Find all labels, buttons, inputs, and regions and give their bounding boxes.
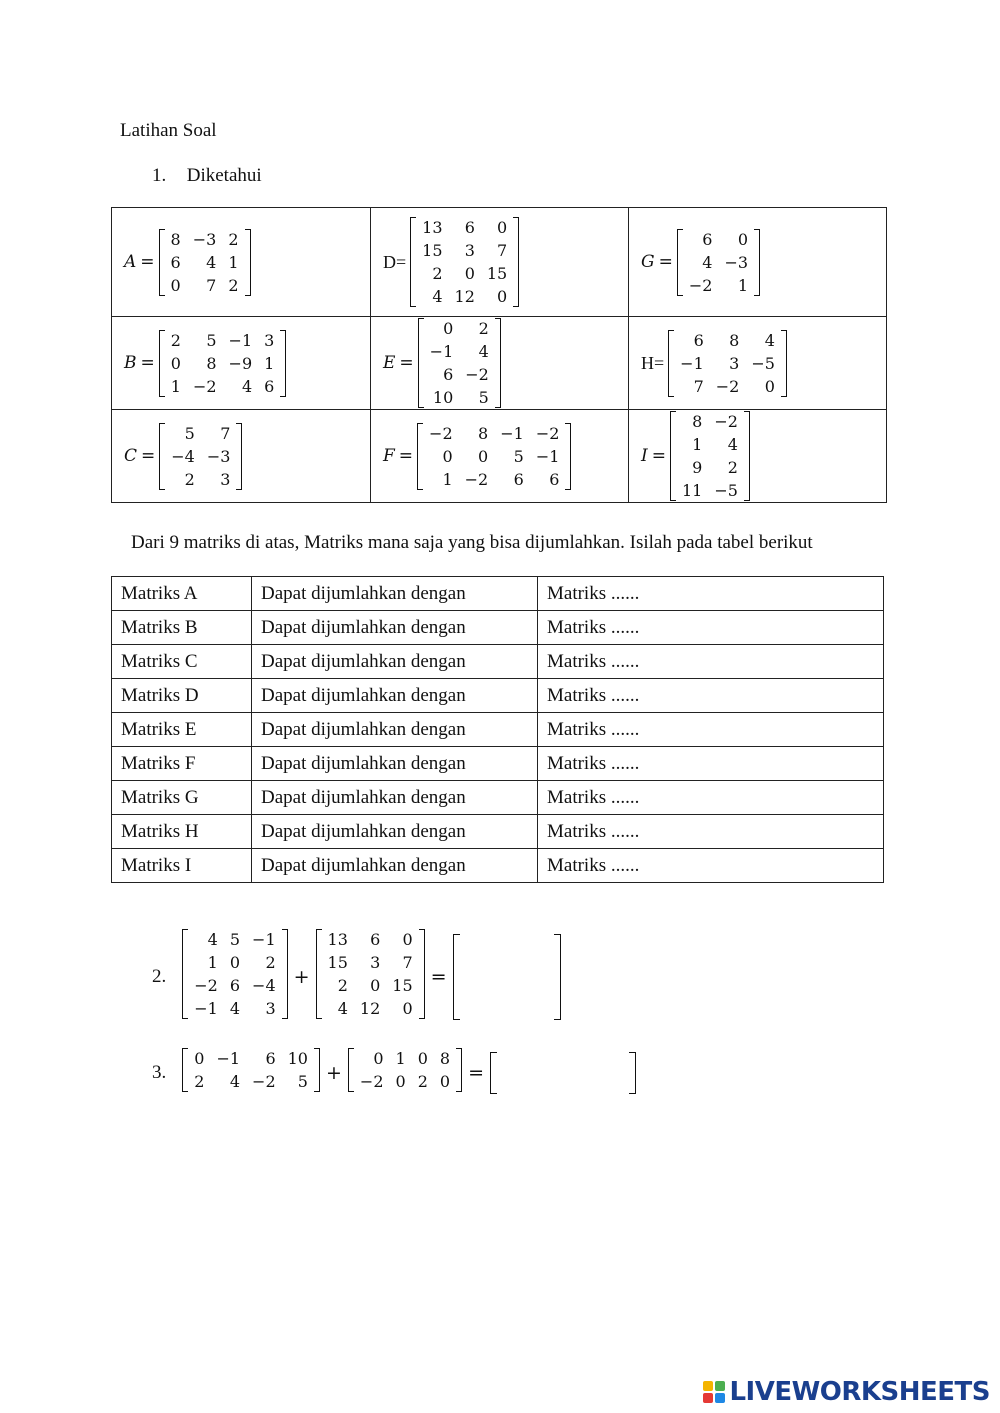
matrix-entry: 4	[478, 342, 489, 361]
answer-field[interactable]: Matriks ......	[538, 577, 884, 611]
relation-text: Dapat dijumlahkan dengan	[252, 781, 538, 815]
matrix-entry: −9	[228, 353, 253, 373]
matrix-entry: 8	[478, 423, 489, 443]
question-1	[152, 165, 262, 187]
matrix-entry: −1	[500, 423, 524, 443]
matrix-entry: 5	[478, 388, 489, 407]
matrix-entry: 15	[327, 953, 348, 972]
matrix-entry: −4	[171, 446, 195, 466]
matrix-entry: 6	[513, 469, 524, 489]
given-cell	[629, 410, 887, 503]
matrix-entry: 13	[422, 218, 443, 237]
plus-sign: +	[293, 965, 310, 988]
matrix-entry: −5	[714, 481, 738, 500]
given-cell	[112, 208, 371, 317]
given-matrices-table	[111, 207, 887, 503]
matrix-entry: 4	[337, 999, 348, 1018]
matrix	[410, 216, 519, 308]
matrix-entry: −4	[252, 976, 276, 995]
matrix	[316, 928, 425, 1020]
matrix-entry: 2	[417, 1072, 428, 1091]
matrix-entry: 15	[392, 976, 413, 995]
answer-matrix-blank[interactable]	[490, 1052, 636, 1094]
matrix-entry: 2	[170, 330, 181, 350]
matrix-entry: −2	[359, 1072, 384, 1091]
matrix-entry: 0	[478, 446, 489, 466]
matrix-entry: 1	[228, 252, 239, 272]
matrix	[182, 928, 287, 1020]
matrix-entry: 2	[228, 275, 239, 295]
table-row	[112, 713, 884, 747]
matrix-entry: 6	[549, 469, 560, 489]
matrix	[670, 410, 750, 502]
matrix-entry: 0	[417, 1049, 428, 1068]
table-row	[112, 679, 884, 713]
matrix-entry: 5	[206, 330, 217, 350]
matrix-entry: 2	[337, 976, 348, 995]
answer-field[interactable]: Matriks ......	[538, 679, 884, 713]
problem-3	[152, 1047, 636, 1098]
given-cell	[371, 410, 629, 503]
matrix-entry: −2	[688, 275, 713, 295]
matrix-entry: 0	[373, 1049, 384, 1068]
matrix-entry: −1	[194, 999, 218, 1018]
matrix-label: Matriks D	[112, 679, 252, 713]
matrix-entry: 15	[422, 241, 443, 260]
table-row	[112, 577, 884, 611]
matrix-entry: 6	[265, 1049, 276, 1068]
matrix-entry: 1	[737, 275, 749, 295]
matrix-name: B	[124, 353, 137, 373]
matrix-entry: −2	[714, 412, 738, 431]
matrix-label: Matriks E	[112, 713, 252, 747]
matrix-label: Matriks G	[112, 781, 252, 815]
matrix	[418, 317, 501, 409]
relation-text: Dapat dijumlahkan dengan	[252, 577, 538, 611]
table-row	[112, 645, 884, 679]
given-cell	[112, 317, 371, 410]
matrix	[668, 329, 787, 398]
given-cell	[371, 208, 629, 317]
matrix-entry: 4	[702, 252, 713, 272]
matrix-entry: 11	[681, 481, 703, 500]
answer-field[interactable]: Matriks ......	[538, 747, 884, 781]
matrix-entry: 3	[464, 241, 475, 260]
matrix-entry: 8	[439, 1049, 451, 1068]
matrix-entry: 0	[497, 218, 508, 237]
equals-sign: =	[468, 1061, 484, 1084]
matrix-entry: 2	[228, 229, 239, 249]
matrix-entry: 3	[264, 330, 275, 350]
matrix-entry: 7	[402, 953, 413, 972]
matrix-entry: 8	[170, 229, 181, 249]
matrix-entry: 0	[194, 1049, 205, 1068]
matrix-entry: 6	[170, 252, 181, 272]
equals-sign: =	[399, 353, 414, 373]
matrix-entry: −2	[715, 376, 740, 396]
matrix-entry: 6	[370, 930, 381, 949]
matrix-entry: 2	[194, 1072, 205, 1091]
matrix-entry: 10	[287, 1049, 308, 1068]
matrix-entry: 9	[692, 458, 703, 477]
matrix-entry: −2	[535, 423, 560, 443]
matrix-entry: −1	[535, 446, 560, 466]
matrix-entry: 5	[513, 446, 524, 466]
matrix-entry: 0	[229, 953, 241, 972]
question-number: 1.	[152, 165, 167, 186]
matrix-entry: −1	[680, 353, 704, 373]
matrix-entry: −2	[429, 423, 453, 443]
matrix-entry: 0	[170, 353, 181, 373]
matrix-entry: 4	[206, 252, 217, 272]
relation-text: Dapat dijumlahkan dengan	[252, 747, 538, 781]
matrix-label: Matriks C	[112, 645, 252, 679]
matrix-entry: 7	[497, 241, 508, 260]
matrix-entry: 4	[207, 930, 218, 949]
matrix-entry: 3	[265, 999, 276, 1018]
answer-field[interactable]: Matriks ......	[538, 713, 884, 747]
matrix-entry: −2	[192, 376, 217, 396]
logo-mark-icon	[703, 1381, 725, 1403]
matrix-name: I	[641, 446, 648, 466]
matrix-entry: 0	[442, 446, 453, 466]
matrix-entry: 15	[486, 264, 508, 283]
matrix-label: Matriks A	[112, 577, 252, 611]
matrix-entry: 1	[395, 1049, 406, 1068]
matrix-entry: −3	[724, 252, 749, 272]
equals-sign: =	[140, 353, 155, 373]
matrix-entry: 2	[478, 319, 489, 338]
equals-sign: =	[658, 252, 673, 272]
matrix-entry: 4	[241, 376, 253, 396]
matrix-entry: −2	[252, 1072, 276, 1091]
matrix-entry: 0	[170, 275, 181, 295]
matrix-entry: 5	[229, 930, 241, 949]
equals-sign: =	[140, 252, 155, 272]
table-row	[112, 747, 884, 781]
answer-field[interactable]: Matriks ......	[538, 781, 884, 815]
answer-table	[111, 576, 884, 883]
matrix-entry: −3	[192, 229, 217, 249]
matrix-entry: 8	[729, 330, 740, 350]
matrix	[159, 228, 251, 297]
matrix-entry: 1	[692, 435, 703, 454]
table-row	[112, 815, 884, 849]
matrix	[348, 1047, 462, 1093]
equals-sign: =	[430, 965, 447, 988]
matrix-entry: 1	[264, 353, 275, 373]
matrix-entry: 7	[693, 376, 704, 396]
matrix-name: H=	[641, 352, 665, 373]
matrix-entry: −1	[228, 330, 253, 350]
matrix-name: G	[641, 252, 655, 272]
table-row	[112, 611, 884, 645]
answer-field[interactable]: Matriks ......	[538, 645, 884, 679]
matrix-entry: 10	[432, 388, 454, 407]
liveworksheets-logo	[703, 1377, 990, 1407]
given-cell	[629, 317, 887, 410]
matrix-entry: 13	[327, 930, 348, 949]
matrix-entry: 0	[497, 287, 508, 306]
matrix	[417, 422, 571, 491]
matrix-label: Matriks F	[112, 747, 252, 781]
matrix-entry: 0	[402, 999, 413, 1018]
relation-text: Dapat dijumlahkan dengan	[252, 645, 538, 679]
problem-number: 2.	[152, 965, 167, 987]
matrix-entry: 2	[265, 953, 276, 972]
matrix-entry: 1	[442, 469, 453, 489]
relation-text: Dapat dijumlahkan dengan	[252, 849, 538, 883]
matrix-name: F	[383, 446, 395, 466]
relation-text: Dapat dijumlahkan dengan	[252, 611, 538, 645]
matrix-entry: 0	[395, 1072, 406, 1091]
logo-text: LIVEWORKSHEETS	[729, 1377, 990, 1407]
matrix-entry: 0	[764, 376, 775, 396]
matrix-name: D=	[383, 251, 407, 272]
matrix-entry: −2	[465, 365, 489, 384]
matrix-entry: 6	[229, 976, 241, 995]
plus-sign: +	[325, 1061, 342, 1084]
matrix-entry: 3	[220, 469, 231, 489]
answer-matrix-blank[interactable]	[453, 934, 561, 1020]
matrix-entry: 8	[206, 353, 217, 373]
matrix-entry: 1	[170, 376, 181, 396]
relation-text: Dapat dijumlahkan dengan	[252, 815, 538, 849]
matrix-entry: 7	[220, 423, 231, 443]
matrix-entry: 5	[184, 423, 195, 443]
matrix-entry: 0	[464, 264, 475, 283]
table-row	[112, 781, 884, 815]
matrix-entry: 0	[443, 319, 454, 338]
matrix-entry: 6	[443, 365, 454, 384]
matrix-entry: 0	[439, 1072, 451, 1091]
matrix-entry: 2	[184, 469, 195, 489]
matrix-entry: 0	[402, 930, 413, 949]
equals-sign: =	[141, 446, 156, 466]
matrix-entry: −1	[216, 1049, 241, 1068]
matrix-entry: 4	[432, 287, 443, 306]
matrix	[159, 422, 242, 491]
matrix-entry: 4	[229, 1072, 241, 1091]
matrix-entry: 0	[737, 229, 749, 249]
instruction-text: Dari 9 matriks di atas, Matriks mana saja yang bisa dijumlahkan. Isilah pada tabel berikut	[131, 532, 813, 553]
matrix	[677, 228, 760, 297]
matrix-name: E	[383, 353, 396, 373]
matrix-entry: 3	[729, 353, 740, 373]
matrix-entry: 12	[359, 999, 381, 1018]
matrix-label: Matriks B	[112, 611, 252, 645]
matrix-entry: −1	[252, 930, 276, 949]
matrix-entry: −1	[429, 342, 454, 361]
matrix-entry: 12	[454, 287, 475, 306]
matrix-entry: 6	[693, 330, 704, 350]
relation-text: Dapat dijumlahkan dengan	[252, 679, 538, 713]
matrix	[159, 329, 287, 398]
equals-sign: =	[398, 446, 414, 466]
problem-number: 3.	[152, 1061, 167, 1083]
matrix-entry: 6	[702, 229, 713, 249]
equals-sign: =	[651, 446, 666, 466]
matrix-entry: 5	[297, 1072, 308, 1091]
answer-field[interactable]: Matriks ......	[538, 611, 884, 645]
matrix-entry: 2	[432, 264, 443, 283]
given-cell	[112, 410, 371, 503]
matrix-entry: 7	[206, 275, 217, 295]
matrix-name: C	[124, 446, 138, 466]
matrix-entry: −2	[194, 976, 218, 995]
matrix-entry: 6	[464, 218, 475, 237]
table-row	[112, 849, 884, 883]
matrix-label: Matriks H	[112, 815, 252, 849]
matrix-entry: −5	[751, 353, 775, 373]
matrix-entry: 8	[692, 412, 703, 431]
matrix-entry: 4	[727, 435, 738, 454]
matrix-entry: 4	[229, 999, 241, 1018]
matrix-label: Matriks I	[112, 849, 252, 883]
matrix-entry: −2	[464, 469, 489, 489]
matrix-entry: 0	[370, 976, 381, 995]
answer-field[interactable]: Matriks ......	[538, 849, 884, 883]
matrix	[182, 1047, 320, 1093]
given-cell	[371, 317, 629, 410]
page-title: Latihan Soal	[120, 120, 217, 141]
matrix-entry: 4	[764, 330, 775, 350]
question-text: Diketahui	[186, 165, 262, 186]
matrix-name: A	[124, 252, 137, 272]
matrix-entry: 3	[370, 953, 381, 972]
matrix-entry: 6	[264, 376, 275, 396]
matrix-entry: 2	[727, 458, 738, 477]
problem-2	[152, 928, 561, 1025]
answer-field[interactable]: Matriks ......	[538, 815, 884, 849]
relation-text: Dapat dijumlahkan dengan	[252, 713, 538, 747]
matrix-entry: 1	[207, 953, 218, 972]
matrix-entry: −3	[206, 446, 231, 466]
given-cell	[629, 208, 887, 317]
